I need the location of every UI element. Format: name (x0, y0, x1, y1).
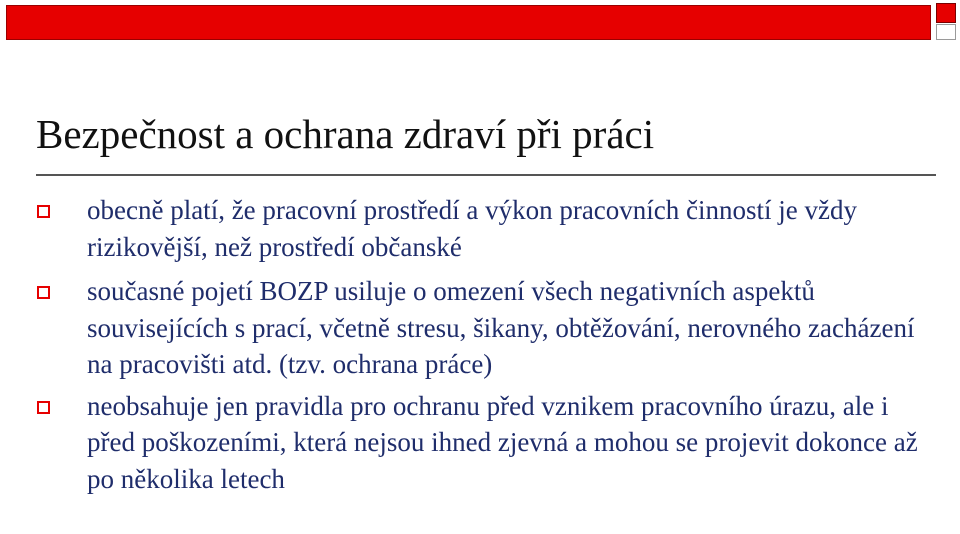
hollow-square-bullet-icon (37, 205, 50, 218)
bullet-text: neobsahuje jen pravidla pro ochranu před vznikem pracovního úrazu, ale i před poškozeními, která nejsou ihned zjevná a mohou se projevit dokonce až po několika letech (87, 390, 918, 494)
bullet-text: současné pojetí BOZP usiluje o omezení všech negativních aspektů souvisejících s prací, včetně stresu, šikany, obtěžování, nerovného zacházení na pracovišti atd. (tzv. ochrana práce) (87, 276, 915, 379)
bullet-list (0, 192, 960, 502)
bullet-item (0, 273, 960, 383)
header-band (6, 5, 931, 40)
hollow-square-bullet-icon (37, 286, 50, 299)
bullet-item (0, 192, 960, 265)
title-divider (36, 174, 936, 176)
bullet-item (0, 388, 960, 498)
bullet-text: obecně platí, že pracovní prostředí a výkon pracovních činností je vždy rizikovější, než prostředí občanské (87, 195, 857, 262)
hollow-square-bullet-icon (37, 401, 50, 414)
corner-square-decoration (936, 3, 956, 23)
corner-square-outline-decoration (936, 24, 956, 40)
slide-title: Bezpečnost a ochrana zdraví při práci (36, 111, 655, 157)
